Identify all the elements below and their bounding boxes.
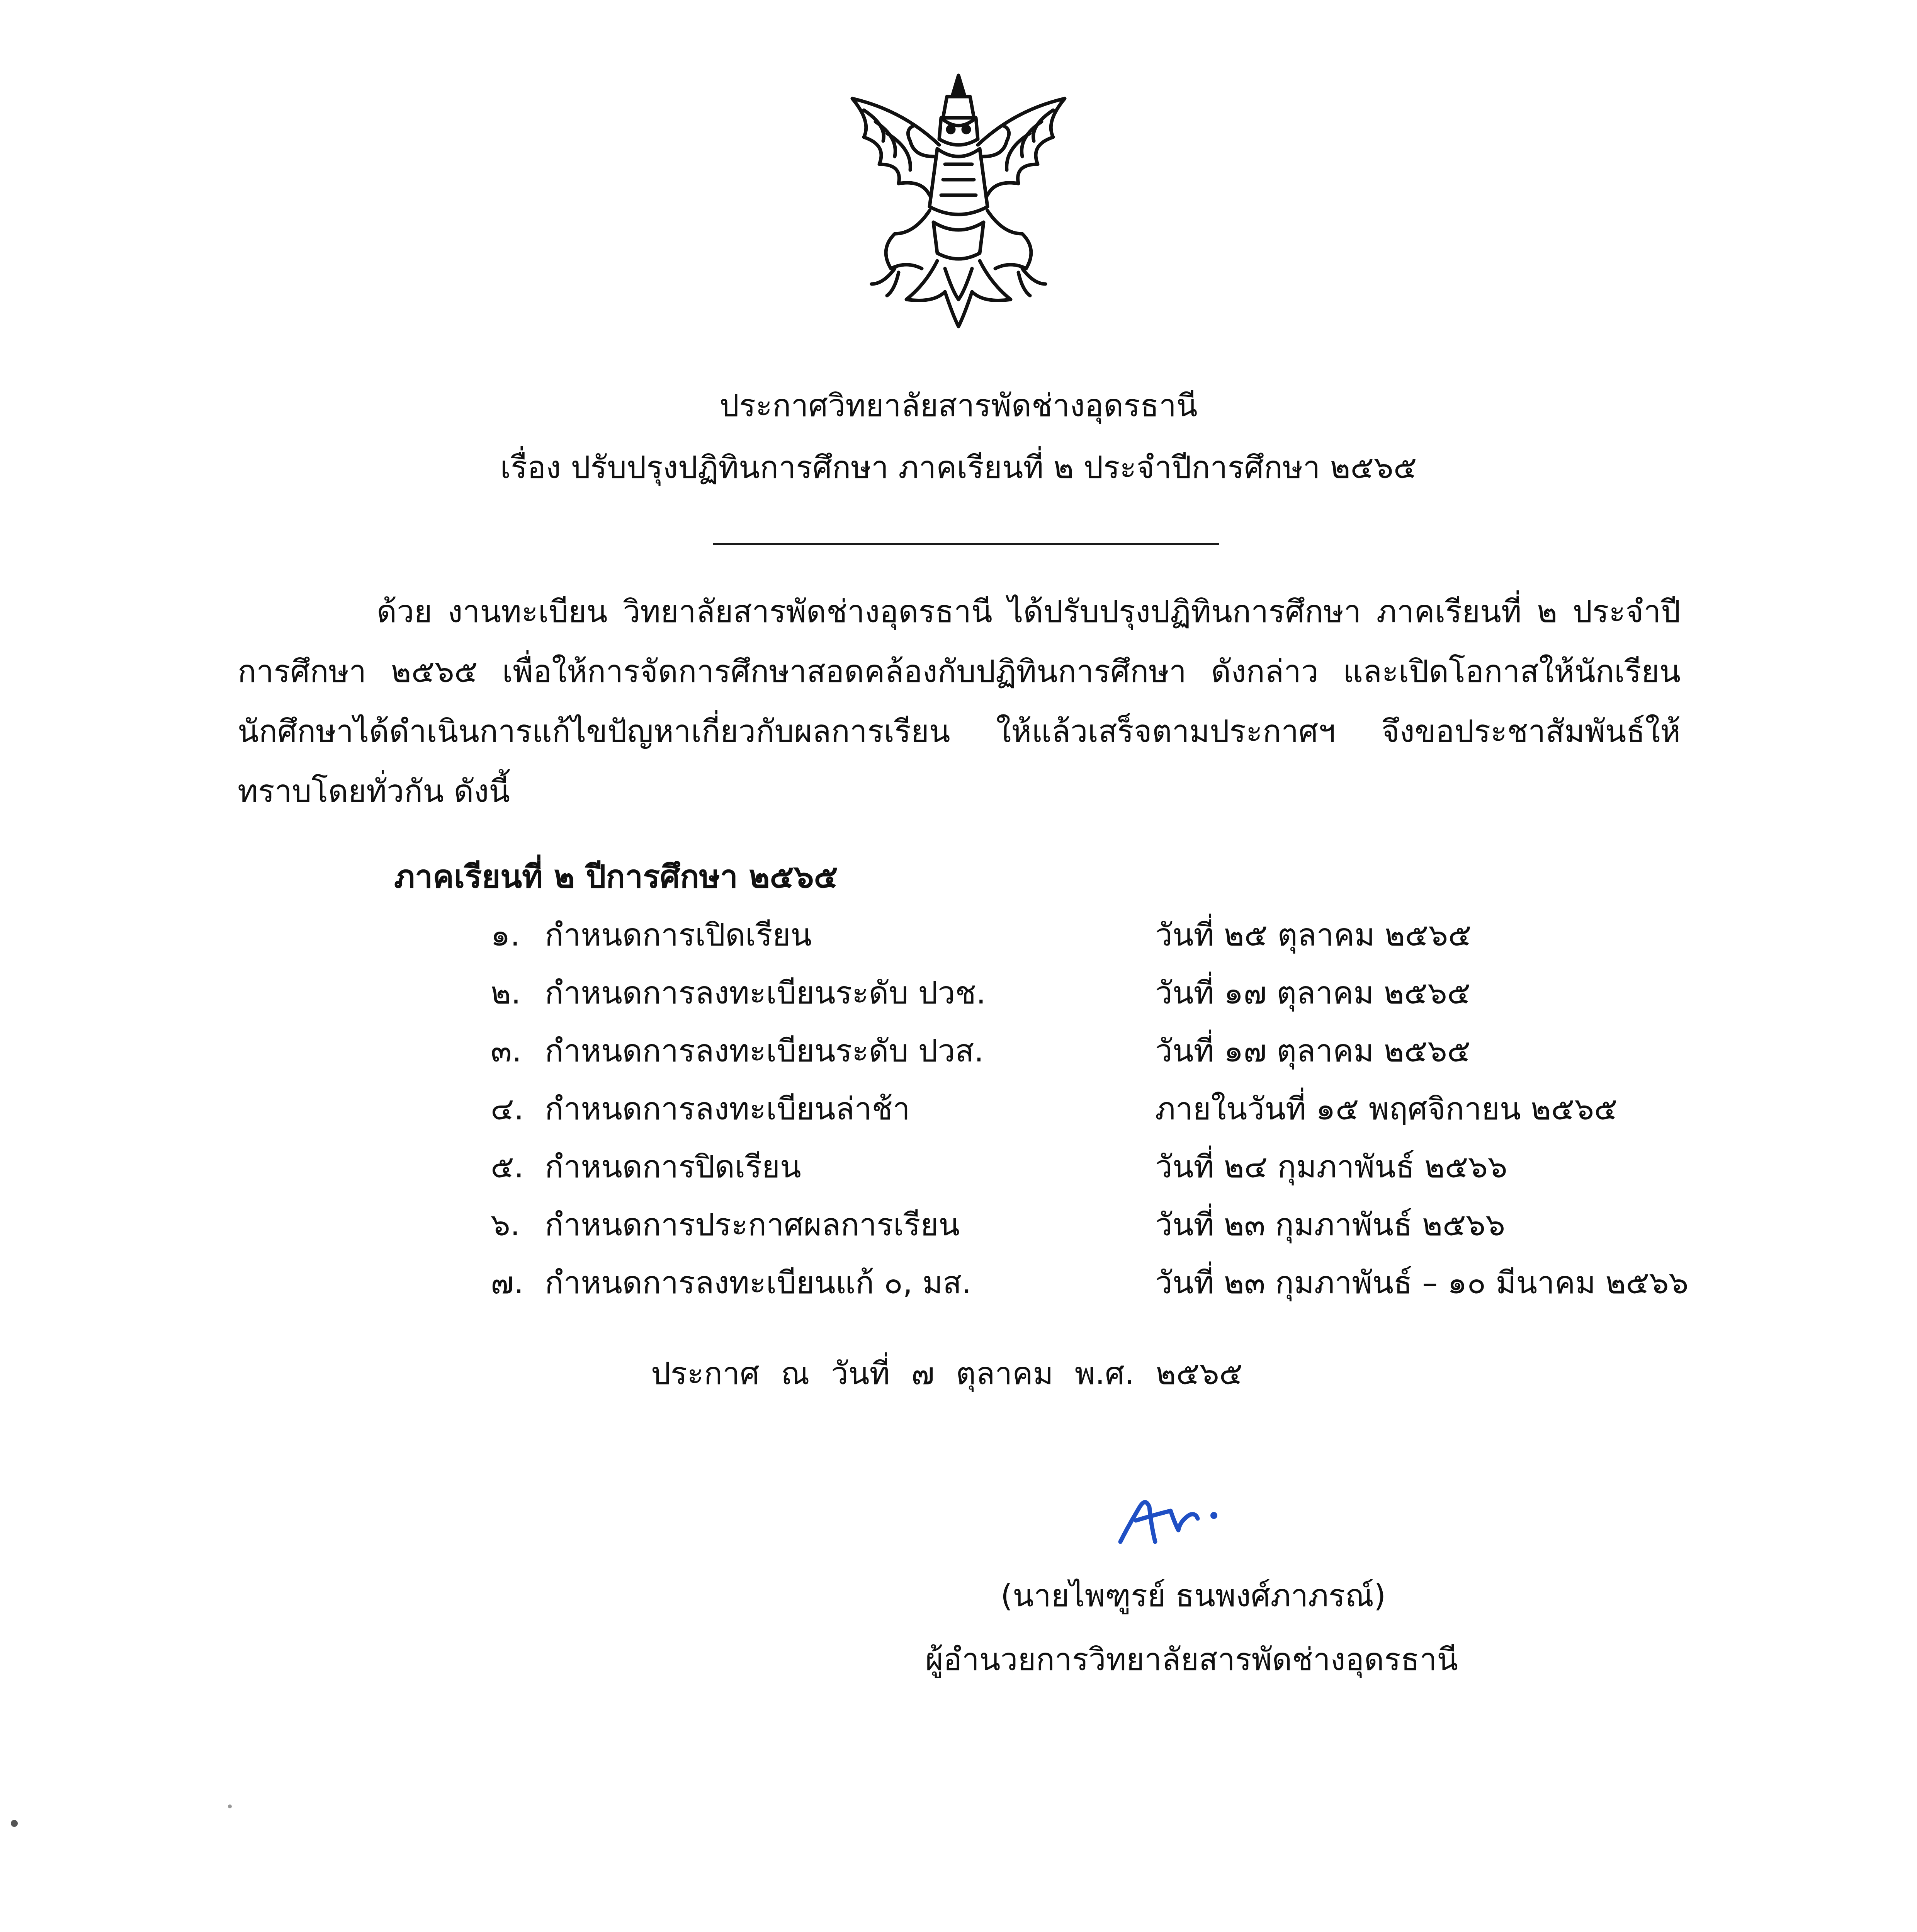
schedule-item-label: กำหนดการลงทะเบียนระดับ ปวส.: [545, 1033, 984, 1069]
schedule-item-date: วันที่ ๒๔ กุมภาพันธ์ ๒๕๖๖: [1155, 1149, 1507, 1185]
announcement-date: ประกาศ ณ วันที่ ๗ ตุลาคม พ.ศ. ๒๕๖๕: [651, 1355, 1243, 1391]
schedule-item-label: กำหนดการปิดเรียน: [545, 1149, 801, 1185]
schedule-item-number: ๔.: [491, 1091, 524, 1127]
scan-speck: [228, 1804, 232, 1808]
schedule-item-date: วันที่ ๒๓ กุมภาพันธ์ ๒๕๖๖: [1155, 1207, 1505, 1243]
schedule-item-number: ๕.: [491, 1149, 524, 1185]
schedule-item-number: ๓.: [491, 1033, 522, 1069]
schedule-item-label: กำหนดการลงทะเบียนระดับ ปวช.: [545, 975, 986, 1011]
garuda-emblem-icon: [837, 68, 1080, 334]
schedule-item-label: กำหนดการลงทะเบียนแก้ ๐, มส.: [545, 1265, 972, 1301]
schedule-item-date: วันที่ ๒๓ กุมภาพันธ์ – ๑๐ มีนาคม ๒๕๖๖: [1155, 1265, 1689, 1301]
schedule-item: [0, 1256, 1917, 1310]
schedule-item-date: วันที่ ๑๗ ตุลาคม ๒๕๖๕: [1155, 1033, 1471, 1069]
title-divider: [713, 543, 1219, 545]
schedule-item: [0, 1082, 1917, 1136]
schedule-item-label: กำหนดการประกาศผลการเรียน: [545, 1207, 960, 1243]
document-title: ประกาศวิทยาลัยสารพัดช่างอุดรธานี: [719, 388, 1198, 423]
schedule-item-date: วันที่ ๑๗ ตุลาคม ๒๕๖๕: [1155, 975, 1471, 1011]
schedule-item: [0, 1024, 1917, 1078]
schedule-item-number: ๑.: [491, 917, 520, 953]
schedule-item: [0, 1140, 1917, 1194]
schedule-item-label: กำหนดการลงทะเบียนล่าช้า: [545, 1091, 910, 1127]
schedule-item-date: ภายในวันที่ ๑๕ พฤศจิกายน ๒๕๖๕: [1155, 1091, 1618, 1127]
signer-name: (นายไพฑูรย์ ธนพงศ์ภาภรณ์): [1001, 1578, 1386, 1614]
schedule-item: [0, 966, 1917, 1020]
signer-position: ผู้อำนวยการวิทยาลัยสารพัดช่างอุดรธานี: [925, 1641, 1458, 1677]
scan-speck: [11, 1820, 18, 1827]
schedule-item-number: ๗.: [491, 1265, 524, 1301]
body-paragraph: ด้วย งานทะเบียน วิทยาลัยสารพัดช่างอุดรธานี ได้ปรับปรุงปฏิทินการศึกษา ภาคเรียนที่ ๒ ประจำปีการศึกษา ๒๕๖๕ เพื่อให้การจัดการศึกษาสอดคล้องกับปฏิทินการศึกษา ดังกล่าว และเปิดโอกาสให้นักเรียนนักศึกษาได้ดำเนินการแก้ไขปัญหาเกี่ยวกับผลการเรียน ให้แล้วเสร็จตามประกาศฯ จึงขอประชาสัมพันธ์ให้ทราบโดยทั่วกัน ดังนี้: [238, 594, 1681, 809]
schedule-item: [0, 908, 1917, 962]
document-subject: เรื่อง ปรับปรุงปฏิทินการศึกษา ภาคเรียนที่ ๒ ประจำปีการศึกษา ๒๕๖๕: [500, 449, 1417, 485]
term-heading: ภาคเรียนที่ ๒ ปีการศึกษา ๒๕๖๕: [394, 859, 838, 895]
schedule-item-date: วันที่ ๒๕ ตุลาคม ๒๕๖๕: [1155, 917, 1472, 953]
handwritten-signature: [1113, 1484, 1236, 1549]
schedule-item: [0, 1198, 1917, 1252]
schedule-item-label: กำหนดการเปิดเรียน: [545, 917, 812, 953]
schedule-item-number: ๒.: [491, 975, 521, 1011]
schedule-item-number: ๖.: [491, 1207, 520, 1243]
